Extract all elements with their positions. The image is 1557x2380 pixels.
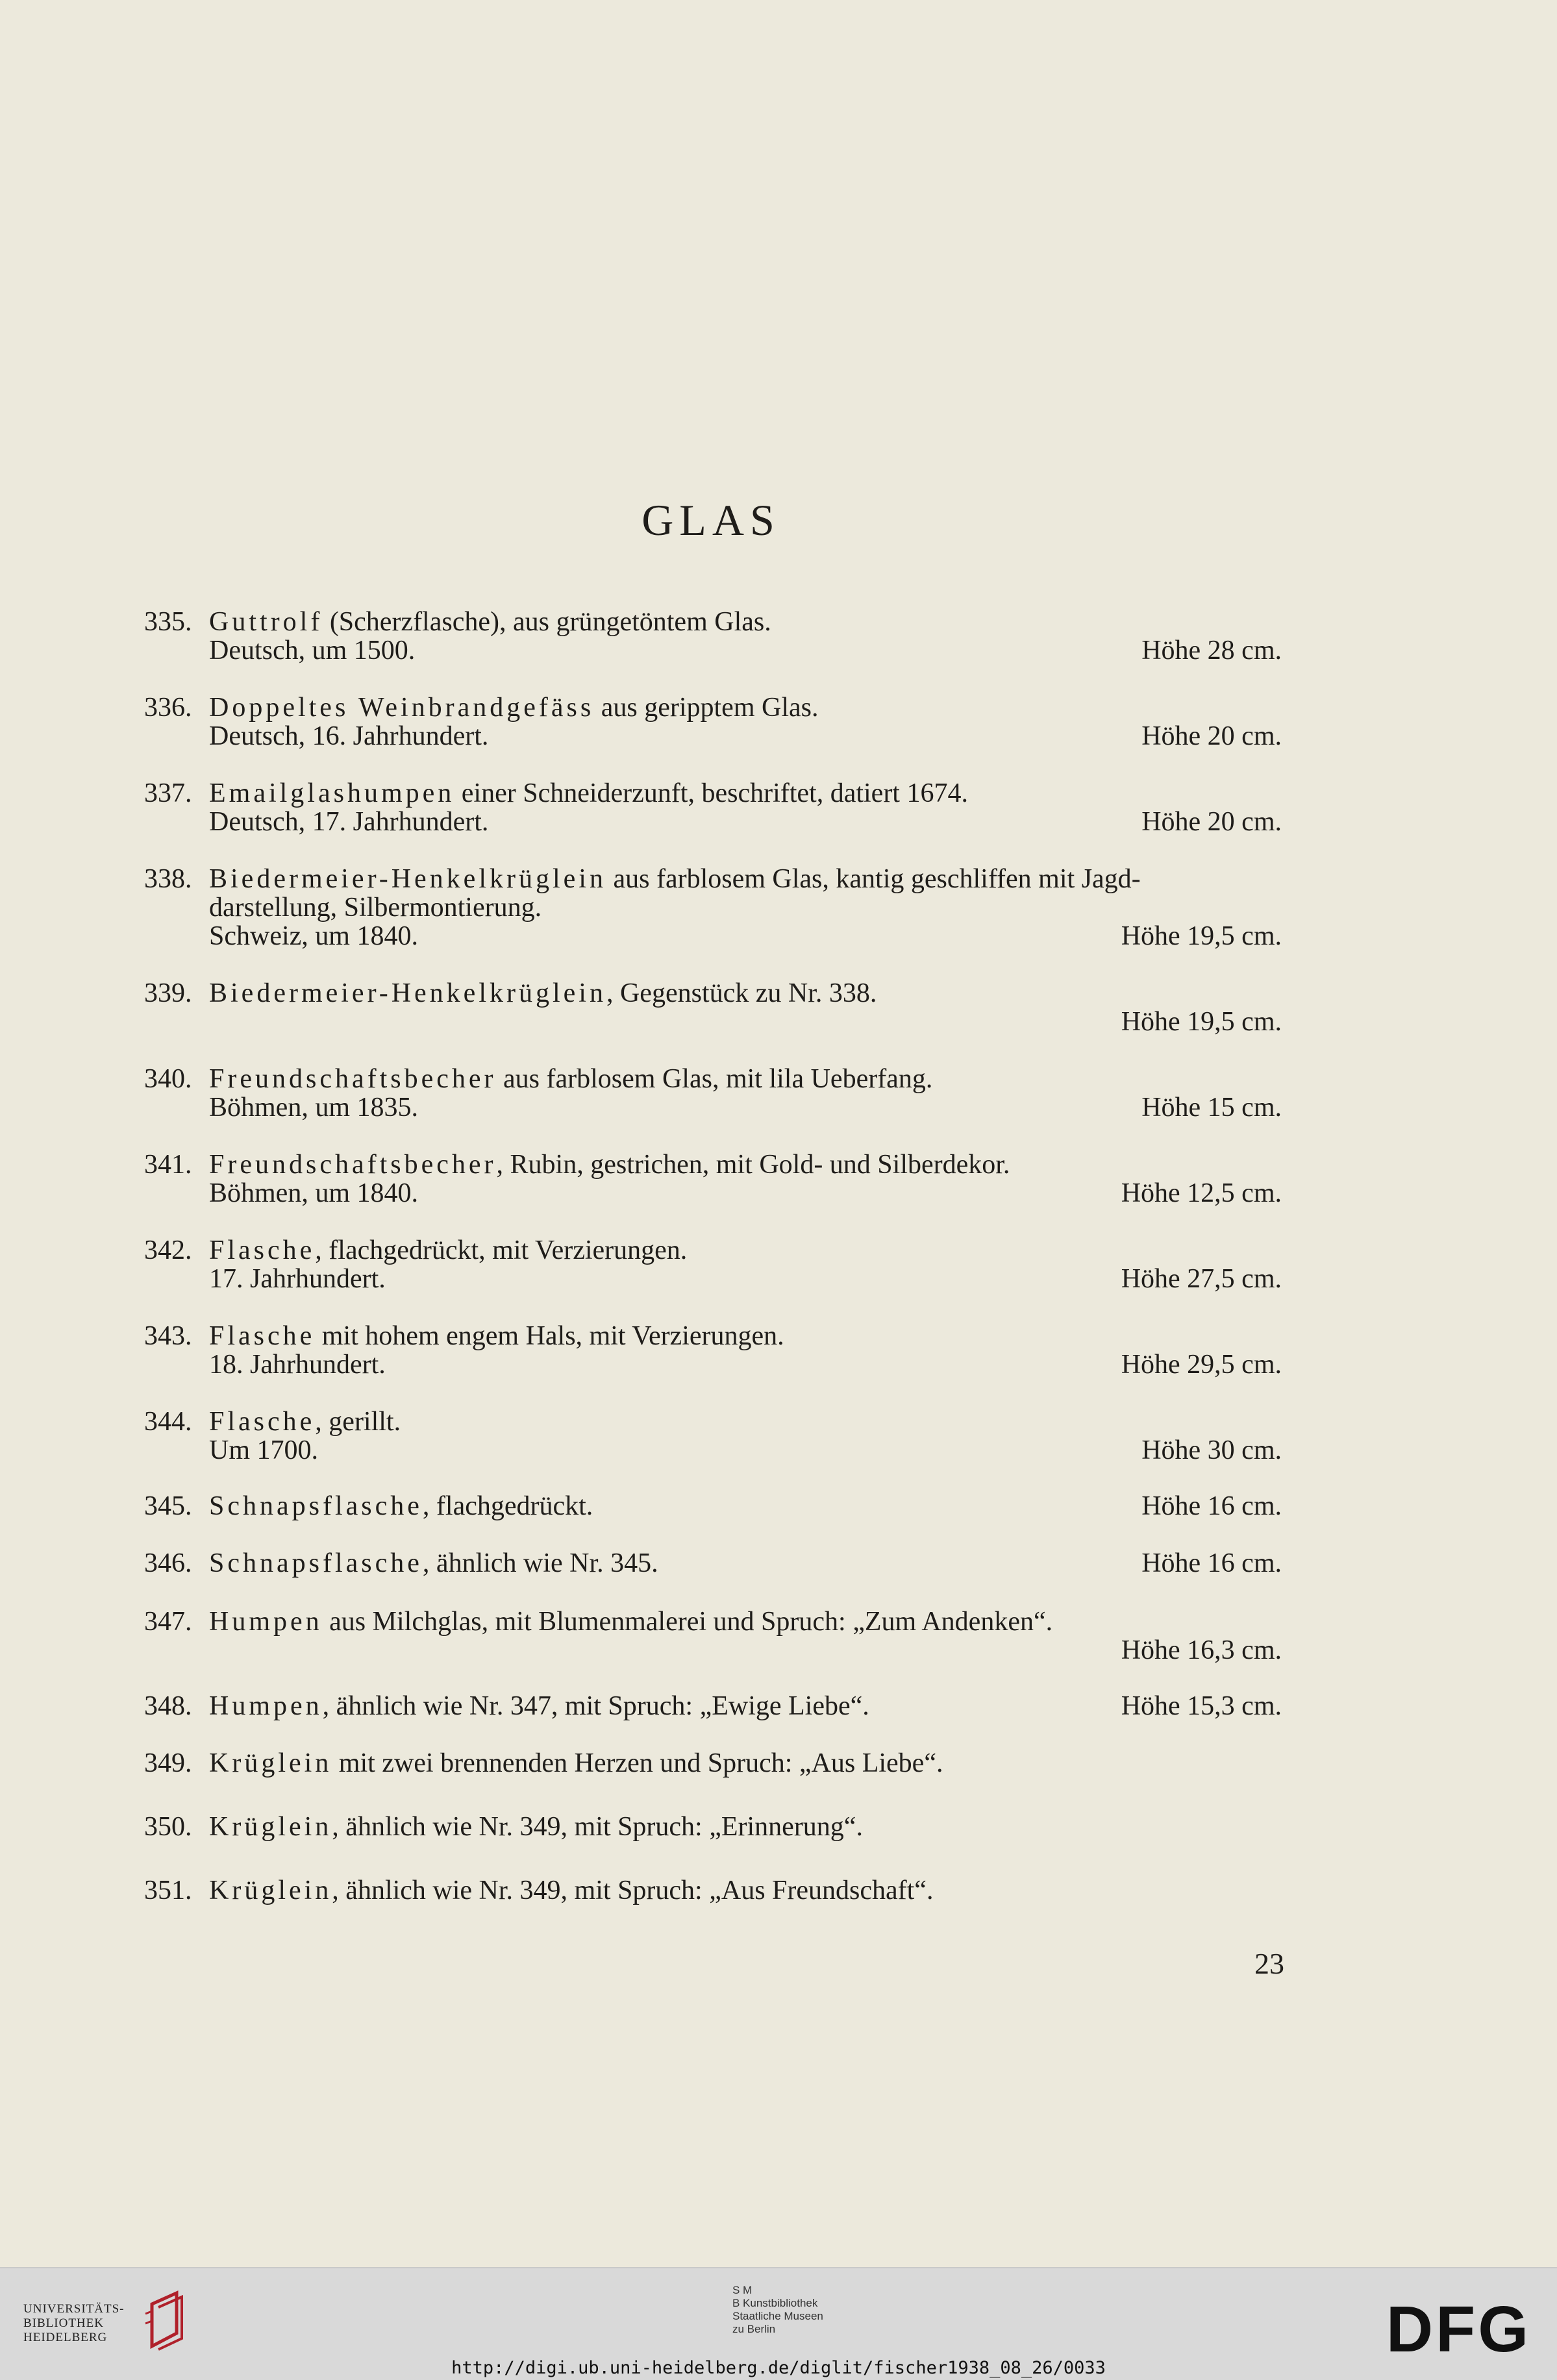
entry-line — [144, 1636, 1282, 1665]
entry-text — [209, 1749, 943, 1778]
entry-description: Um 1700. — [209, 1435, 318, 1465]
entry-text — [209, 1265, 386, 1293]
entry-description: Schweiz, um 1840. — [209, 921, 418, 951]
smb-line: Staatliche Museen — [732, 2310, 823, 2322]
entry-number: 346. — [144, 1548, 192, 1578]
entry-description: darstellung, Silbermontierung. — [209, 893, 542, 923]
entry-line — [144, 1236, 1282, 1265]
entry-height: Höhe 12,5 cm. — [1121, 1178, 1282, 1208]
ub-heidelberg-logo[interactable] — [23, 2302, 125, 2345]
entry-height: Höhe 19,5 cm. — [1121, 1007, 1282, 1037]
entry-object-name: Schnapsflasche — [209, 1548, 423, 1578]
entry-line — [144, 1607, 1282, 1636]
entry-line — [144, 1407, 1282, 1436]
entry-number: 340. — [144, 1064, 192, 1094]
entry-height: Höhe 16 cm. — [1141, 1491, 1282, 1521]
entry-text — [209, 808, 488, 836]
entry-number: 339. — [144, 978, 192, 1008]
entry-text — [209, 636, 415, 665]
entry-description: , ähnlich wie Nr. 349, mit Spruch: „Erinnerung“. — [332, 1812, 863, 1842]
entry-height: Höhe 27,5 cm. — [1121, 1264, 1282, 1294]
entry-number: 344. — [144, 1407, 192, 1437]
entry-description: Deutsch, 16. Jahrhundert. — [209, 721, 489, 751]
entry-text — [209, 1549, 658, 1578]
catalog-entry — [144, 1322, 1282, 1379]
entry-description: , ähnlich wie Nr. 345. — [422, 1548, 658, 1578]
entry-line — [144, 693, 1282, 722]
permalink-url[interactable]: http://digi.ub.uni-heidelberg.de/diglit/fischer1938_08_26/0033 — [451, 2358, 1106, 2378]
entry-text — [209, 922, 418, 950]
entry-description: aus farblosem Glas, kantig geschliffen mit Jagd- — [606, 864, 1141, 894]
entry-height: Höhe 30 cm. — [1141, 1435, 1282, 1465]
entry-line — [144, 808, 1282, 836]
entry-text — [209, 722, 488, 750]
entry-description: , Gegenstück zu Nr. 338. — [606, 978, 877, 1008]
entry-line — [144, 893, 1282, 922]
entry-height: Höhe 20 cm. — [1141, 807, 1282, 837]
page-number: 23 — [1254, 1947, 1284, 1980]
entry-object-name: Flasche — [209, 1407, 316, 1437]
entry-text — [209, 1813, 863, 1841]
entry-number: 350. — [144, 1812, 192, 1842]
entry-line — [144, 865, 1282, 893]
catalog-entry — [144, 608, 1282, 665]
entry-line — [144, 1692, 1282, 1720]
smb-line: B Kunstbibliothek — [732, 2297, 818, 2309]
entry-object-name: Freundschaftsbecher — [209, 1064, 497, 1094]
smb-kunstbibliothek-logo[interactable] — [732, 2284, 823, 2336]
entry-description: aus geripptem Glas. — [594, 693, 819, 723]
entry-object-name: Emailglashumpen — [209, 778, 455, 808]
entry-text — [209, 608, 771, 636]
catalog-entry — [144, 1065, 1282, 1122]
entry-line — [144, 1265, 1282, 1293]
entry-description: Böhmen, um 1835. — [209, 1093, 418, 1122]
catalog-entry — [144, 1492, 1282, 1520]
entry-line — [144, 1813, 1282, 1841]
entry-line — [144, 922, 1282, 950]
dfg-logo[interactable]: DFG — [1386, 2293, 1531, 2366]
catalog-entry — [144, 693, 1282, 750]
entry-number: 347. — [144, 1607, 192, 1637]
entry-object-name: Doppeltes Weinbrandgefäss — [209, 693, 595, 723]
entry-object-name: Guttrolf — [209, 607, 323, 637]
entry-description: mit hohem engem Hals, mit Verzierungen. — [315, 1321, 784, 1351]
catalog-entry — [144, 1549, 1282, 1578]
entry-description: Böhmen, um 1840. — [209, 1178, 418, 1208]
entry-text — [209, 893, 542, 922]
entry-number: 341. — [144, 1150, 192, 1180]
entry-text — [209, 1492, 593, 1520]
catalog-entry — [144, 1150, 1282, 1208]
entry-description: , flachgedrückt. — [422, 1491, 593, 1521]
catalog-entry — [144, 1876, 1282, 1905]
entry-height: Höhe 16,3 cm. — [1121, 1635, 1282, 1665]
entry-description: Deutsch, um 1500. — [209, 636, 416, 665]
entry-number: 348. — [144, 1691, 192, 1721]
entry-line — [144, 1549, 1282, 1578]
entry-description: , Rubin, gestrichen, mit Gold- und Silberdekor. — [496, 1150, 1010, 1180]
smb-line: zu Berlin — [732, 2323, 776, 2335]
entry-description: aus farblosem Glas, mit lila Ueberfang. — [496, 1064, 933, 1094]
entry-number: 336. — [144, 693, 192, 723]
entry-object-name: Humpen — [209, 1691, 323, 1721]
entry-text — [209, 865, 1141, 893]
entry-text — [209, 1236, 687, 1265]
entry-description: 18. Jahrhundert. — [209, 1350, 386, 1380]
entry-height: Höhe 20 cm. — [1141, 721, 1282, 751]
entry-line — [144, 779, 1282, 808]
catalog-entry — [144, 1749, 1282, 1778]
catalog-entry — [144, 1236, 1282, 1293]
entry-text — [209, 1065, 932, 1093]
section-title: GLAS — [641, 495, 780, 545]
entry-text — [209, 1179, 418, 1208]
entry-text — [209, 1876, 933, 1905]
entry-object-name: Flasche — [209, 1235, 316, 1265]
entry-height: Höhe 29,5 cm. — [1121, 1350, 1282, 1380]
entry-description: mit zwei brennenden Herzen und Spruch: „Aus Liebe“. — [332, 1748, 943, 1778]
entry-line — [144, 636, 1282, 665]
entry-description: , ähnlich wie Nr. 349, mit Spruch: „Aus Freundschaft“. — [332, 1876, 934, 1905]
entry-height: Höhe 28 cm. — [1141, 636, 1282, 665]
entry-line — [144, 1492, 1282, 1520]
entry-number: 342. — [144, 1235, 192, 1265]
entry-line — [144, 1876, 1282, 1905]
entry-object-name: Krüglein — [209, 1876, 332, 1905]
entry-object-name: Freundschaftsbecher — [209, 1150, 497, 1180]
catalog-entry — [144, 1607, 1282, 1665]
entry-number: 345. — [144, 1491, 192, 1521]
entry-number: 338. — [144, 864, 192, 894]
entry-object-name: Biedermeier-Henkelkrüglein — [209, 864, 606, 894]
entry-text — [209, 1150, 1010, 1179]
catalog-entry — [144, 865, 1282, 950]
entry-object-name: Flasche — [209, 1321, 316, 1351]
entry-text — [209, 1436, 318, 1465]
entry-text — [209, 1607, 1053, 1636]
entry-description: Deutsch, 17. Jahrhundert. — [209, 807, 489, 837]
entry-object-name: Biedermeier-Henkelkrüglein — [209, 978, 606, 1008]
entry-line — [144, 722, 1282, 750]
entry-line — [144, 608, 1282, 636]
ub-logo-icon — [144, 2288, 190, 2353]
entry-number: 335. — [144, 607, 192, 637]
smb-line: S M — [732, 2284, 753, 2296]
entry-height: Höhe 16 cm. — [1141, 1548, 1282, 1578]
entry-description: 17. Jahrhundert. — [209, 1264, 386, 1294]
entry-line — [144, 1350, 1282, 1379]
entry-number: 349. — [144, 1748, 192, 1778]
entry-line — [144, 979, 1282, 1008]
entry-text — [209, 1692, 869, 1720]
entry-description: , ähnlich wie Nr. 347, mit Spruch: „Ewige Liebe“. — [322, 1691, 869, 1721]
ub-logo-line: BIBLIOTHEK — [23, 2316, 104, 2330]
entry-object-name: Schnapsflasche — [209, 1491, 423, 1521]
entry-height: Höhe 15,3 cm. — [1121, 1691, 1282, 1721]
entry-description: aus Milchglas, mit Blumenmalerei und Spruch: „Zum Andenken“. — [322, 1607, 1053, 1637]
ub-logo-line: HEIDELBERG — [23, 2331, 108, 2344]
entry-line — [144, 1436, 1282, 1465]
entry-line — [144, 1749, 1282, 1778]
entry-line — [144, 1008, 1282, 1036]
entry-number: 351. — [144, 1876, 192, 1905]
entry-object-name: Humpen — [209, 1607, 323, 1637]
catalog-entry — [144, 979, 1282, 1036]
entry-description: (Scherzflasche), aus grüngetöntem Glas. — [323, 607, 771, 637]
entry-line — [144, 1065, 1282, 1093]
entry-text — [209, 979, 877, 1008]
entry-object-name: Krüglein — [209, 1812, 332, 1842]
ub-logo-line: UNIVERSITÄTS- — [23, 2302, 125, 2316]
entry-description: , flachgedrückt, mit Verzierungen. — [315, 1235, 688, 1265]
entry-text — [209, 693, 818, 722]
entry-text — [209, 1322, 784, 1350]
entry-text — [209, 1407, 401, 1436]
entry-description: einer Schneiderzunft, beschriftet, datiert 1674. — [455, 778, 968, 808]
entry-text — [209, 1350, 386, 1379]
entry-object-name: Krüglein — [209, 1748, 332, 1778]
catalog-entry — [144, 1692, 1282, 1720]
catalog-entry — [144, 779, 1282, 836]
entry-line — [144, 1179, 1282, 1208]
entry-number: 337. — [144, 778, 192, 808]
entry-description: , gerillt. — [315, 1407, 401, 1437]
entry-number: 343. — [144, 1321, 192, 1351]
entry-text — [209, 779, 968, 808]
entry-line — [144, 1322, 1282, 1350]
entry-line — [144, 1150, 1282, 1179]
footer-bar — [0, 2267, 1557, 2380]
entry-height: Höhe 19,5 cm. — [1121, 921, 1282, 951]
entry-height: Höhe 15 cm. — [1141, 1093, 1282, 1122]
entry-line — [144, 1093, 1282, 1122]
catalog-entry — [144, 1407, 1282, 1465]
entry-text — [209, 1093, 418, 1122]
catalog-entry — [144, 1813, 1282, 1841]
